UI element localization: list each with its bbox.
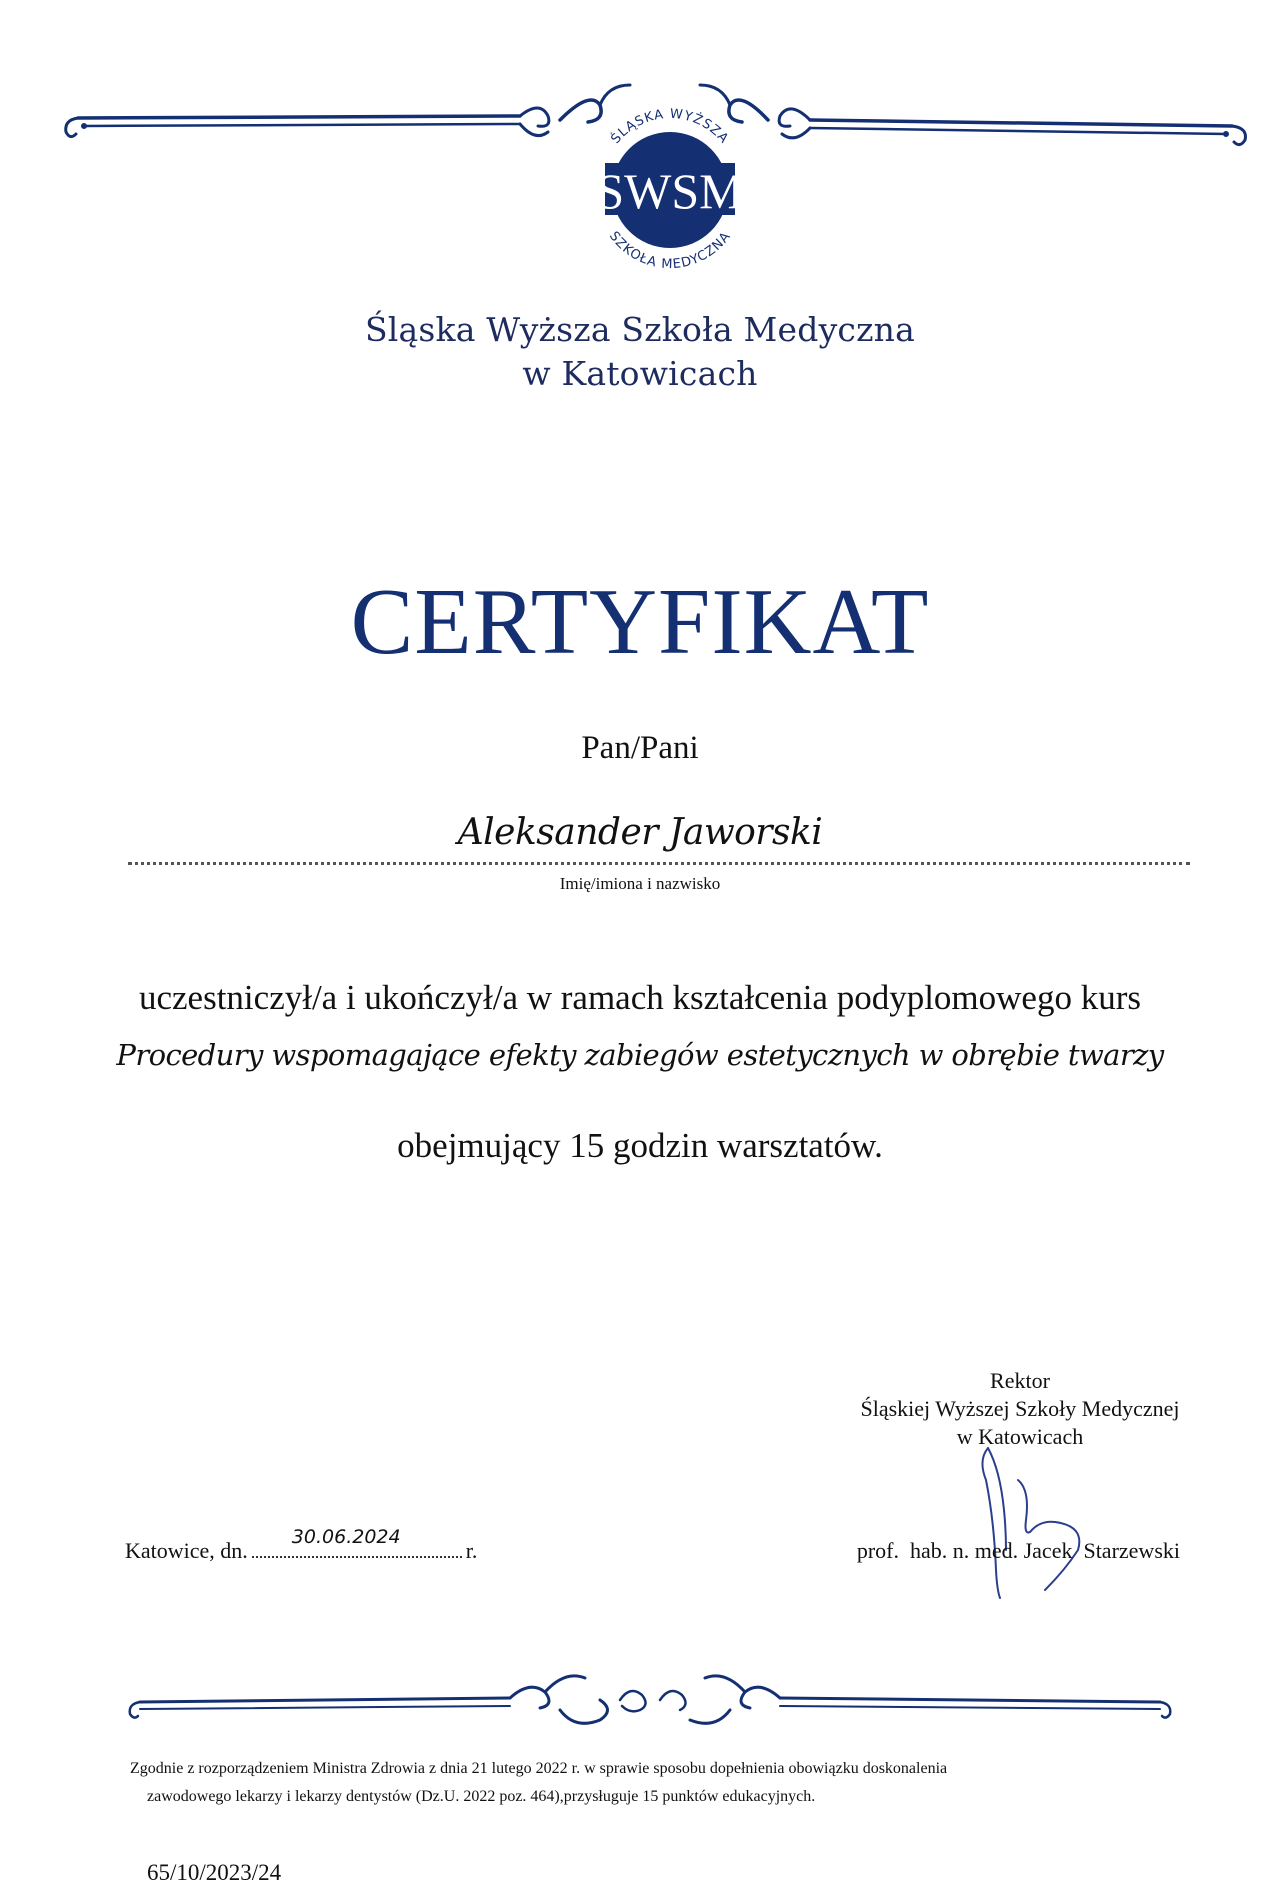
institution-name: Śląska Wyższa Szkoła Medyczna [364,310,916,349]
signatory-name: prof. hab. n. med. Jacek Starzewski [856,1538,1180,1563]
course-hours: obejmujący 15 godzin warsztatów. [397,1126,883,1165]
legal-notice-line-1: Zgodnie z rozporządzeniem Ministra Zdrowia z dnia 21 lutego 2022 r. w sprawie sposobu dopełnienia obowiązku doskonalenia [130,1760,948,1777]
certificate-title: CERTYFIKAT [350,570,930,674]
name-dotted-line [128,862,1190,865]
signatory-institution: Śląskiej Wyższej Szkoły Medycznej [860,1396,1180,1421]
recipient-name: Aleksander Jaworski [457,812,823,853]
place-and-date [125,1526,478,1564]
place-label: Katowice, dn. [125,1538,248,1563]
completion-statement: uczestniczył/a i ukończył/a w ramach kształcenia podyplomowego kurs [138,978,1141,1017]
university-logo [575,85,765,285]
date-suffix: r. [465,1538,478,1563]
legal-notice-line-2: zawodowego lekarzy i lekarzy dentystów (Dz.U. 2022 poz. 464),przysługuje 15 punktów edukacyjnych. [147,1788,816,1805]
date-dotted-line [252,1526,462,1558]
institution-city: w Katowicach [522,354,758,393]
course-title: Procedury wspomagające efekty zabiegów estetycznych w obrębie twarzy [116,1038,1164,1072]
certificate-reference-number: 65/10/2023/24 [147,1860,282,1885]
salutation: Pan/Pani [581,730,699,766]
signatory-role: Rektor [990,1368,1050,1393]
bottom-ornament-divider [0,1670,1280,1740]
logo-arc-top: ŚLĄSKA WYŻSZA [608,106,732,147]
signatory-city: w Katowicach [956,1424,1084,1449]
logo-arc-bottom: SZKOŁA MEDYCZNA [605,228,735,273]
logo-abbreviation: SWSM [596,163,744,219]
name-caption: Imię/imiona i nazwisko [559,874,721,893]
handwritten-signature [960,1440,1110,1600]
issue-date: 30.06.2024 [291,1526,401,1548]
